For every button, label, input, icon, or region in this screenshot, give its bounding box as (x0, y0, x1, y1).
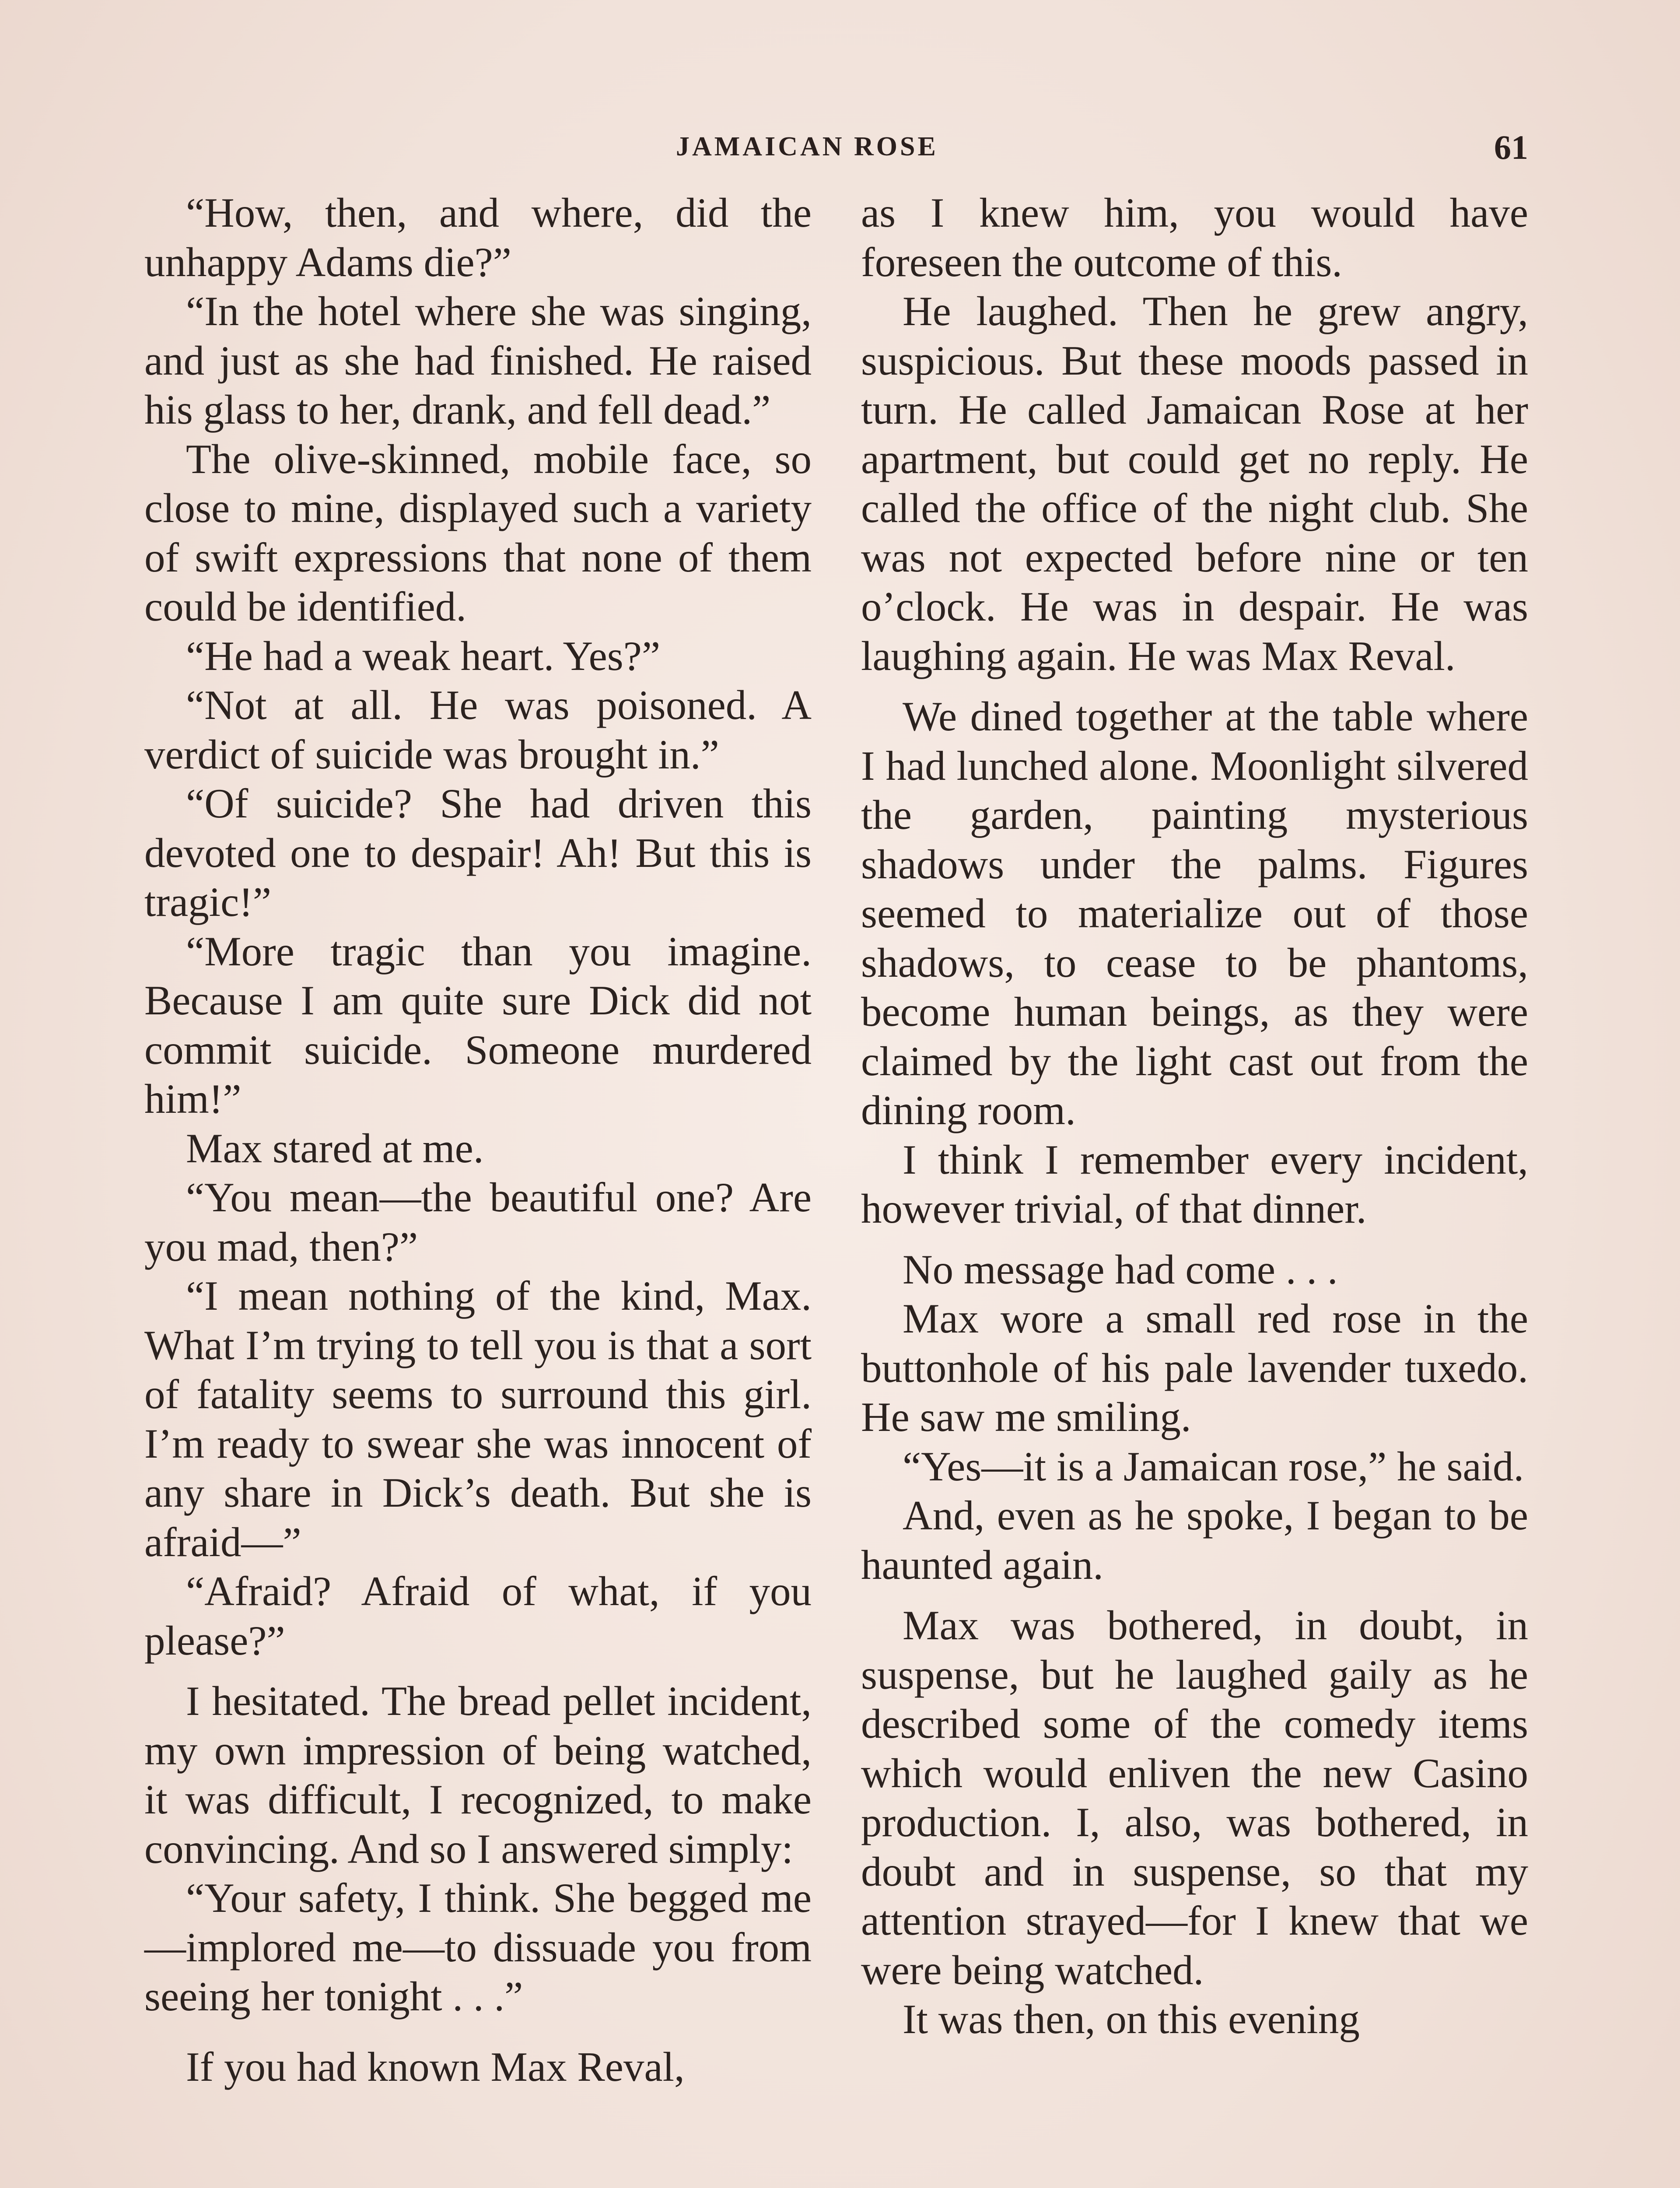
paragraph: “Of suicide? She had driven this devoted one to despair! Ah! But this is tragic!” (144, 780, 812, 925)
page-header (0, 128, 1680, 171)
paragraph: If you had known Max Reval, (186, 2043, 685, 2090)
paragraph: I hesitated. The bread pellet incident, my own impression of being watched, it was difficult, I recognized, to make convincing. And so I answered simply: (144, 1678, 812, 1872)
paragraph: “He had a weak heart. Yes?” (186, 632, 661, 679)
running-title: JAMAICAN ROSE (676, 132, 938, 161)
paragraph: I think I remember every incident, however trivial, of that dinner. (861, 1136, 1528, 1232)
paragraph: No message had come . . . (903, 1246, 1338, 1293)
paragraph: “More tragic than you imagine. Because I am quite sure Dick did not commit suicide. Someone murdered him!” (144, 928, 812, 1122)
paragraph: And, even as he spoke, I began to be haunted again. (861, 1492, 1528, 1588)
paragraph: “Yes—it is a Jamaican rose,” he said. (903, 1443, 1524, 1490)
paragraph: Max stared at me. (186, 1125, 484, 1171)
paragraph: We dined together at the table where I had lunched alone. Moonlight silvered the garden, painting mysterious shadows under the palms. Figures seemed to materialize out of those shadows, to cease to be phantoms, become human beings, as they were claimed by the light cast out from the dining room. (861, 693, 1528, 1133)
paragraph: “How, then, and where, did the unhappy Adams die?” (144, 189, 812, 285)
left-column (144, 188, 812, 2091)
paragraph: Max was bothered, in doubt, in suspense, but he laughed gaily as he described some of the comedy items which would enliven the new Casino production. I, also, was bothered, in doubt and in suspense, so that my attention strayed—for I knew that we were being watched. (861, 1602, 1528, 1993)
paragraph: The olive-skinned, mobile face, so close to mine, displayed such a variety of swift expressions that none of them could be identified. (144, 435, 812, 630)
paragraph: Max wore a small red rose in the buttonhole of his pale lavender tuxedo. He saw me smiling. (861, 1295, 1528, 1440)
paragraph: “I mean nothing of the kind, Max. What I’m trying to tell you is that a sort of fatality seems to surround this girl. I’m ready to swear she was innocent of any share in Dick’s death. But she is afraid—” (144, 1273, 812, 1565)
paragraph: “Afraid? Afraid of what, if you please?” (144, 1568, 812, 1664)
right-column (861, 188, 1528, 2044)
paragraph: “Your safety, I think. She begged me—implored me—to dissuade you from seeing her tonight . . .” (144, 1875, 812, 2020)
paragraph: He laughed. Then he grew angry, suspicious. But these moods passed in turn. He called Jamaican Rose at her apartment, but could get no reply. He called the office of the night club. She was not expected before nine or ten o’clock. He was in despair. He was laughing again. He was Max Reval. (861, 288, 1528, 679)
paragraph: “Not at all. He was poisoned. A verdict of suicide was brought in.” (144, 682, 812, 778)
paragraph: “You mean—the beautiful one? Are you mad, then?” (144, 1174, 812, 1270)
paragraph: It was then, on this evening (903, 1996, 1360, 2042)
page-number: 61 (1494, 128, 1528, 166)
paragraph: “In the hotel where she was singing, and just as she had finished. He raised his glass to her, drank, and fell dead.” (144, 288, 812, 433)
paragraph: as I knew him, you would have foreseen the outcome of this. (861, 189, 1528, 285)
